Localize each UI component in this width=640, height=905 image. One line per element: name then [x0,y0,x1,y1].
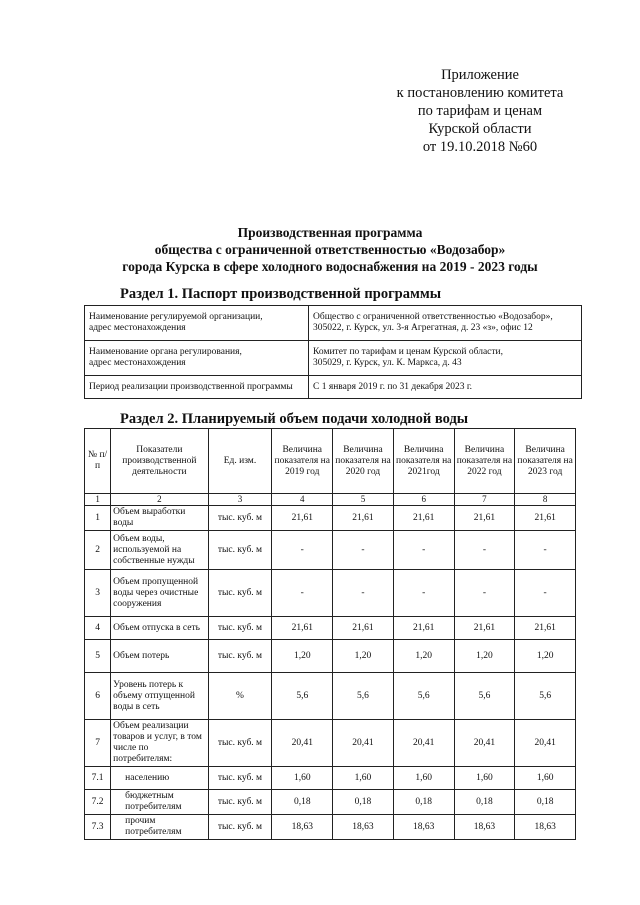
value-cell: 20,41 [393,720,454,767]
value-cell: 21,61 [393,506,454,531]
column-number: 4 [272,494,333,506]
unit-cell: тыс. куб. м [208,617,272,640]
label-line: адрес местонахождения [89,358,186,368]
value-cell: 1,60 [333,767,394,790]
table-row [85,815,576,840]
value-cell: 1,20 [454,640,515,673]
table-row [85,720,576,767]
passport-label [85,341,309,376]
value-cell: 20,41 [454,720,515,767]
value-cell: 21,61 [272,617,333,640]
value-cell: 21,61 [272,506,333,531]
column-number: 3 [208,494,272,506]
indicator-name: Объем выработки воды [111,506,208,531]
document-title [60,224,600,275]
label-line: Наименование органа регулирования, [89,347,242,357]
value-cell: 20,41 [333,720,394,767]
row-number: 5 [85,640,111,673]
approval-line: от 19.10.2018 №60 [422,139,538,155]
value-line: С 1 января 2019 г. по 31 декабря 2023 г. [313,381,473,392]
row-number: 2 [85,531,111,570]
value-cell: 1,60 [393,767,454,790]
column-number: 5 [333,494,394,506]
row-number: 6 [85,673,111,720]
section2-heading: Раздел 2. Планируемый объем подачи холодной воды [120,411,469,427]
value-cell: - [515,570,576,617]
value-cell: 0,18 [333,790,394,815]
header-cell: Величина показателя на 2022 год [454,429,515,494]
indicator-name: Объем реализации товаров и услуг, в том числе по потребителям: [111,720,208,767]
value-cell: 21,61 [454,506,515,531]
passport-value [309,306,582,341]
value-cell: - [393,570,454,617]
table-row [85,790,576,815]
header-cell: Ед. изм. [208,429,272,494]
row-number: 3 [85,570,111,617]
passport-label [85,376,309,399]
value-line: 305029, г. Курск, ул. К. Маркса, д. 43 [313,358,462,368]
section1-heading: Раздел 1. Паспорт производственной программы [120,286,442,302]
unit-cell: тыс. куб. м [208,767,272,790]
passport-label [85,306,309,341]
passport-value [309,376,582,399]
value-cell: 21,61 [454,617,515,640]
value-cell: 0,18 [515,790,576,815]
value-line: Комитет по тарифам и ценам Курской области, [313,347,503,357]
value-line: Общество с ограниченной ответственностью «Водозабор», [313,312,553,322]
value-cell: 5,6 [515,673,576,720]
value-cell: 5,6 [333,673,394,720]
header-cell: Величина показателя на 2020 год [333,429,394,494]
title-line: общества с ограниченной ответственностью «Водозабор» [154,242,506,257]
table-row [85,673,576,720]
value-cell: 18,63 [515,815,576,840]
value-cell: 1,60 [272,767,333,790]
header-cell: Показатели производственной деятельности [111,429,208,494]
value-cell: 0,18 [272,790,333,815]
unit-cell: тыс. куб. м [208,640,272,673]
value-cell: - [333,570,394,617]
value-cell: 20,41 [515,720,576,767]
header-cell: Величина показателя на 2019 год [272,429,333,494]
value-cell: 1,20 [393,640,454,673]
value-cell: 18,63 [333,815,394,840]
header-row [85,429,576,494]
value-cell: - [272,531,333,570]
header-cell: Величина показателя на 2023 год [515,429,576,494]
value-line: 305022, г. Курск, ул. 3-я Агрегатная, д. 23 «з», офис 12 [313,323,533,333]
value-cell: 0,18 [393,790,454,815]
indicator-name: прочим потребителям [111,815,208,840]
table-row [85,531,576,570]
value-cell: 1,20 [333,640,394,673]
label-line: Период реализации производственной программы [89,381,293,392]
title-line: города Курска в сфере холодного водоснабжения на 2019 - 2023 годы [122,259,538,274]
approval-block [380,66,580,156]
indicator-name: Объем воды, используемой на собственные нужды [111,531,208,570]
row-number: 7.3 [85,815,111,840]
unit-cell: % [208,673,272,720]
value-cell: 18,63 [272,815,333,840]
value-cell: 18,63 [454,815,515,840]
unit-cell: тыс. куб. м [208,720,272,767]
value-cell: 5,6 [454,673,515,720]
value-cell: - [454,531,515,570]
row-number: 7.1 [85,767,111,790]
value-cell: 0,18 [454,790,515,815]
indicator-name: Уровень потерь к объему отпущенной воды в сеть [111,673,208,720]
unit-cell: тыс. куб. м [208,570,272,617]
indicator-name: Объем пропущенной воды через очистные сооружения [111,570,208,617]
approval-line: Приложение [441,67,519,83]
value-cell: - [515,531,576,570]
value-cell: 21,61 [515,506,576,531]
value-cell: 5,6 [393,673,454,720]
passport-value [309,341,582,376]
approval-line: Курской области [428,121,532,137]
value-cell: 1,60 [515,767,576,790]
row-number: 4 [85,617,111,640]
value-cell: 1,20 [272,640,333,673]
unit-cell: тыс. куб. м [208,531,272,570]
value-cell: 21,61 [393,617,454,640]
passport-row [85,306,582,341]
indicator-name: Объем отпуска в сеть [111,617,208,640]
table-row [85,617,576,640]
label-line: Наименование регулируемой организации, [89,312,263,322]
column-number: 7 [454,494,515,506]
indicator-name: населению [111,767,208,790]
passport-table [84,305,582,399]
indicator-name: Объем потерь [111,640,208,673]
label-line: адрес местонахождения [89,323,186,333]
passport-row [85,341,582,376]
value-cell: 5,6 [272,673,333,720]
value-cell: 21,61 [515,617,576,640]
value-cell: 18,63 [393,815,454,840]
value-cell: - [333,531,394,570]
table-row [85,506,576,531]
value-cell: 21,61 [333,506,394,531]
value-cell: 21,61 [333,617,394,640]
table-row [85,570,576,617]
header-cell: Величина показателя на 2021год [393,429,454,494]
approval-line: к постановлению комитета [396,85,564,101]
passport-row [85,376,582,399]
row-number: 7 [85,720,111,767]
volume-table [84,428,576,840]
unit-cell: тыс. куб. м [208,815,272,840]
column-number: 1 [85,494,111,506]
table-row [85,767,576,790]
value-cell: - [272,570,333,617]
header-cell: № п/п [85,429,111,494]
value-cell: 1,20 [515,640,576,673]
row-number: 7.2 [85,790,111,815]
column-number: 8 [515,494,576,506]
value-cell: 1,60 [454,767,515,790]
value-cell: - [454,570,515,617]
indicator-name: бюджетным потребителям [111,790,208,815]
title-line: Производственная программа [237,225,423,240]
table-row [85,640,576,673]
column-number-row [85,494,576,506]
row-number: 1 [85,506,111,531]
approval-line: по тарифам и ценам [417,103,543,119]
unit-cell: тыс. куб. м [208,790,272,815]
value-cell: 20,41 [272,720,333,767]
value-cell: - [393,531,454,570]
column-number: 6 [393,494,454,506]
column-number: 2 [111,494,208,506]
unit-cell: тыс. куб. м [208,506,272,531]
